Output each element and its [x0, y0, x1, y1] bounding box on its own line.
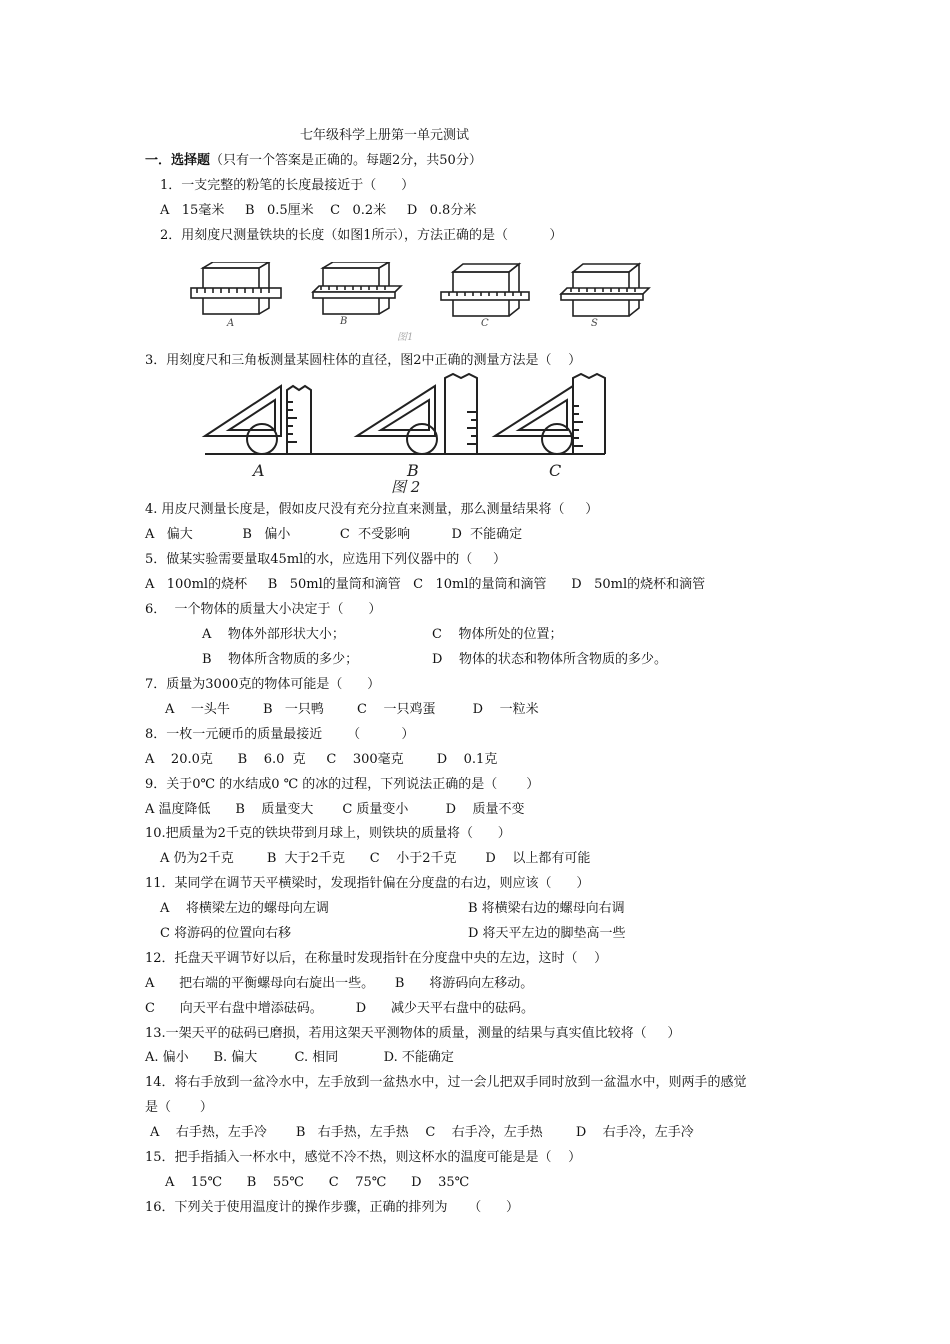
- question-6: 6． 一个物体的质量大小决定于（ ）: [145, 602, 382, 617]
- figure-2-option-b: [357, 374, 477, 454]
- question-6-option-a: A 物体外部形状大小；: [202, 627, 345, 642]
- question-14-options: A 右手热，左手冷 B 右手热，左手热 C 右手冷，左手热 D 右手冷，左手冷: [150, 1125, 694, 1140]
- question-15-options: A 15℃ B 55℃ C 75℃ D 35℃: [165, 1175, 470, 1190]
- question-10-options: A 仍为2千克 B 大于2千克 C 小于2千克 D 以上都有可能: [160, 851, 591, 866]
- question-6-option-d: D 物体的状态和物体所含物质的多少。: [432, 652, 667, 667]
- question-7-options: A 一头牛 B 一只鸭 C 一只鸡蛋 D 一粒米: [165, 702, 539, 717]
- figure-2-label-a: A: [253, 461, 265, 480]
- figure-2-option-c: [495, 374, 605, 454]
- question-1-options: A 15毫米 B 0.5厘米 C 0.2米 D 0.8分米: [160, 203, 477, 218]
- figure-2-label-c: C: [549, 461, 562, 480]
- figure-2-option-a: [205, 386, 311, 454]
- question-13-options: A. 偏小 B. 偏大 C. 相同 D. 不能确定: [145, 1050, 454, 1065]
- question-14: 14．将右手放到一盆冷水中，左手放到一盆热水中，过一会儿把双手同时放到一盆温水中，则两手的感觉: [145, 1075, 747, 1090]
- question-10: 10.把质量为2千克的铁块带到月球上，则铁块的质量将（ ）: [145, 826, 511, 841]
- question-6-option-c: C 物体所处的位置；: [432, 627, 563, 642]
- question-14-continued: 是（ ）: [145, 1100, 213, 1115]
- figure-1-label-d: S: [591, 318, 598, 329]
- section-note: （只有一个答案是正确的。每题2分，共50分）: [210, 153, 482, 168]
- question-11-option-c: C 将游码的位置向右移: [160, 926, 292, 941]
- question-7: 7．质量为3000克的物体可能是（ ）: [145, 677, 381, 692]
- figure-1-option-c: [441, 264, 529, 316]
- question-3: 3．用刻度尺和三角板测量某圆柱体的直径，图2中正确的测量方法是（ ）: [145, 353, 582, 368]
- question-5-options: A 100ml的烧杯 B 50ml的量筒和滴管 C 10ml的量筒和滴管 D 50ml的烧杯和滴管: [145, 577, 706, 592]
- question-13: 13.一架天平的砝码已磨损，若用这架天平测物体的质量，测量的结果与真实值比较将（ ）: [145, 1026, 681, 1041]
- figure-2-triangle-diagram: [195, 372, 625, 497]
- question-4: 4. 用皮尺测量长度是，假如皮尺没有充分拉直来测量，那么测量结果将（ ）: [145, 502, 599, 517]
- question-15: 15．把手指插入一杯水中，感觉不冷不热，则这杯水的温度可能是是（ ）: [145, 1150, 582, 1165]
- figure-1-label-c: C: [481, 318, 489, 329]
- question-8: 8．一枚一元硬币的质量最接近 （ ）: [145, 727, 415, 742]
- question-11-option-a: A 将横梁左边的螺母向左调: [160, 901, 329, 916]
- figure-1-caption: 图1: [397, 332, 414, 343]
- document-title: 七年级科学上册第一单元测试: [300, 128, 470, 143]
- figure-2-label-b: B: [407, 461, 419, 480]
- figure-1-label-b: B: [340, 316, 348, 327]
- question-11: 11．某同学在调节天平横梁时，发现指针偏在分度盘的右边，则应该（ ）: [145, 876, 590, 891]
- figure-1-option-d: [561, 264, 649, 316]
- figure-1-option-a: [191, 262, 281, 314]
- section-header: [145, 153, 482, 169]
- figure-1-option-b: [313, 262, 401, 314]
- question-5: 5．做某实验需要量取45ml的水，应选用下列仪器中的（ ）: [145, 552, 506, 567]
- question-6-option-b: B 物体所含物质的多少；: [202, 652, 359, 667]
- question-12-options-cd: C 向天平右盘中增添砝码。 D 减少天平右盘中的砝码。: [145, 1001, 535, 1016]
- figure-1-ruler-diagram: [185, 262, 655, 344]
- question-2: 2．用刻度尺测量铁块的长度（如图1所示），方法正确的是（ ）: [160, 228, 563, 243]
- question-9-options: A 温度降低 B 质量变大 C 质量变小 D 质量不变: [145, 802, 525, 817]
- figure-2-caption: 图 2: [391, 478, 421, 496]
- question-12-options-ab: A 把右端的平衡螺母向右旋出一些。 B 将游码向左移动。: [145, 976, 534, 991]
- question-4-options: A 偏大 B 偏小 C 不受影响 D 不能确定: [145, 527, 523, 542]
- question-8-options: A 20.0克 B 6.0 克 C 300毫克 D 0.1克: [145, 752, 498, 767]
- question-11-option-b: B 将横梁右边的螺母向右调: [468, 901, 625, 916]
- question-11-option-d: D 将天平左边的脚垫高一些: [468, 926, 626, 941]
- question-1: 1．一支完整的粉笔的长度最接近于（ ）: [160, 178, 415, 193]
- question-9: 9．关于0℃ 的水结成0 ℃ 的冰的过程，下列说法正确的是（ ）: [145, 777, 540, 792]
- question-16: 16．下列关于使用温度计的操作步骤，正确的排列为 （ ）: [145, 1200, 519, 1215]
- figure-1-label-a: A: [227, 318, 235, 329]
- question-12: 12．托盘天平调节好以后，在称量时发现指针在分度盘中央的左边，这时（ ）: [145, 951, 608, 966]
- section-label: 一．选择题: [145, 153, 211, 168]
